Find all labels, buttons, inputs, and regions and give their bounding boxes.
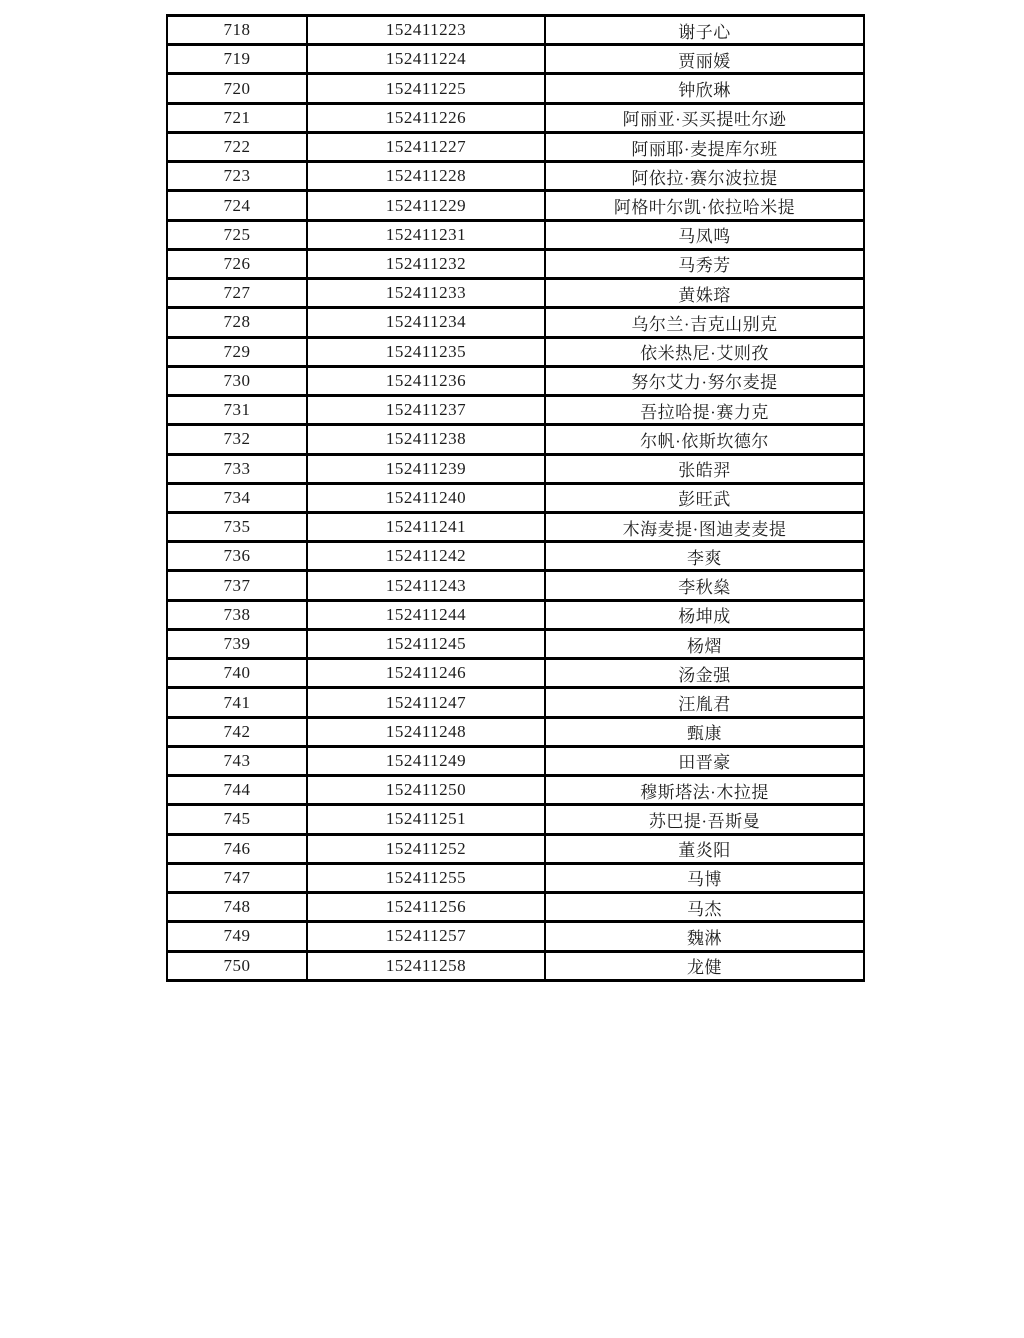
table-row bbox=[167, 132, 864, 161]
student-id-cell: 152411223 bbox=[307, 16, 545, 45]
student-name-cell: 汤金强 bbox=[545, 659, 864, 688]
row-number-cell: 724 bbox=[167, 191, 307, 220]
student-id-cell: 152411225 bbox=[307, 74, 545, 103]
row-number-cell: 733 bbox=[167, 454, 307, 483]
student-name-cell: 谢子心 bbox=[545, 16, 864, 45]
student-id-cell: 152411255 bbox=[307, 863, 545, 892]
student-name-cell: 田晋豪 bbox=[545, 746, 864, 775]
row-number-cell: 744 bbox=[167, 776, 307, 805]
student-name-cell: 马秀芳 bbox=[545, 249, 864, 278]
table-row bbox=[167, 337, 864, 366]
row-number-cell: 749 bbox=[167, 922, 307, 951]
table-row bbox=[167, 279, 864, 308]
student-id-cell: 152411242 bbox=[307, 542, 545, 571]
student-id-cell: 152411241 bbox=[307, 512, 545, 541]
student-id-cell: 152411232 bbox=[307, 249, 545, 278]
table-row bbox=[167, 191, 864, 220]
student-id-cell: 152411252 bbox=[307, 834, 545, 863]
table-row bbox=[167, 220, 864, 249]
student-id-cell: 152411256 bbox=[307, 893, 545, 922]
table-row bbox=[167, 74, 864, 103]
table-row bbox=[167, 103, 864, 132]
table-row bbox=[167, 366, 864, 395]
student-name-cell: 苏巴提·吾斯曼 bbox=[545, 805, 864, 834]
student-name-cell: 杨熠 bbox=[545, 629, 864, 658]
row-number-cell: 738 bbox=[167, 600, 307, 629]
student-id-cell: 152411233 bbox=[307, 279, 545, 308]
student-name-cell: 魏淋 bbox=[545, 922, 864, 951]
table-row bbox=[167, 45, 864, 74]
row-number-cell: 742 bbox=[167, 717, 307, 746]
row-number-cell: 718 bbox=[167, 16, 307, 45]
student-id-cell: 152411238 bbox=[307, 425, 545, 454]
table-row bbox=[167, 162, 864, 191]
student-name-cell: 杨坤成 bbox=[545, 600, 864, 629]
student-name-cell: 努尔艾力·努尔麦提 bbox=[545, 366, 864, 395]
row-number-cell: 737 bbox=[167, 571, 307, 600]
student-id-cell: 152411234 bbox=[307, 308, 545, 337]
student-id-cell: 152411258 bbox=[307, 951, 545, 981]
row-number-cell: 739 bbox=[167, 629, 307, 658]
row-number-cell: 748 bbox=[167, 893, 307, 922]
row-number-cell: 740 bbox=[167, 659, 307, 688]
table-row bbox=[167, 746, 864, 775]
table-row bbox=[167, 776, 864, 805]
row-number-cell: 728 bbox=[167, 308, 307, 337]
student-name-cell: 李爽 bbox=[545, 542, 864, 571]
table-row bbox=[167, 425, 864, 454]
student-name-cell: 阿丽耶·麦提库尔班 bbox=[545, 132, 864, 161]
table-row bbox=[167, 951, 864, 981]
row-number-cell: 719 bbox=[167, 45, 307, 74]
student-name-cell: 张皓羿 bbox=[545, 454, 864, 483]
table-row bbox=[167, 629, 864, 658]
student-name-cell: 吾拉哈提·赛力克 bbox=[545, 396, 864, 425]
student-id-cell: 152411243 bbox=[307, 571, 545, 600]
student-name-cell: 穆斯塔法·木拉提 bbox=[545, 776, 864, 805]
student-id-cell: 152411226 bbox=[307, 103, 545, 132]
student-id-cell: 152411236 bbox=[307, 366, 545, 395]
table-row bbox=[167, 834, 864, 863]
table-row bbox=[167, 659, 864, 688]
student-name-cell: 阿依拉·赛尔波拉提 bbox=[545, 162, 864, 191]
student-name-cell: 阿丽亚·买买提吐尔逊 bbox=[545, 103, 864, 132]
student-id-cell: 152411247 bbox=[307, 688, 545, 717]
table-row bbox=[167, 717, 864, 746]
student-name-cell: 甄康 bbox=[545, 717, 864, 746]
row-number-cell: 747 bbox=[167, 863, 307, 892]
student-id-cell: 152411249 bbox=[307, 746, 545, 775]
student-name-cell: 贾丽媛 bbox=[545, 45, 864, 74]
student-id-cell: 152411227 bbox=[307, 132, 545, 161]
student-id-cell: 152411229 bbox=[307, 191, 545, 220]
table-row bbox=[167, 308, 864, 337]
row-number-cell: 734 bbox=[167, 483, 307, 512]
table-row bbox=[167, 512, 864, 541]
row-number-cell: 723 bbox=[167, 162, 307, 191]
table-row bbox=[167, 863, 864, 892]
row-number-cell: 729 bbox=[167, 337, 307, 366]
row-number-cell: 735 bbox=[167, 512, 307, 541]
student-name-cell: 钟欣琳 bbox=[545, 74, 864, 103]
row-number-cell: 736 bbox=[167, 542, 307, 571]
table-row bbox=[167, 396, 864, 425]
table-row bbox=[167, 922, 864, 951]
row-number-cell: 745 bbox=[167, 805, 307, 834]
table-row bbox=[167, 893, 864, 922]
student-id-cell: 152411246 bbox=[307, 659, 545, 688]
student-name-cell: 乌尔兰·吉克山别克 bbox=[545, 308, 864, 337]
student-id-cell: 152411240 bbox=[307, 483, 545, 512]
student-name-cell: 尔帆·依斯坎德尔 bbox=[545, 425, 864, 454]
student-id-cell: 152411251 bbox=[307, 805, 545, 834]
student-id-cell: 152411224 bbox=[307, 45, 545, 74]
row-number-cell: 741 bbox=[167, 688, 307, 717]
student-name-cell: 董炎阳 bbox=[545, 834, 864, 863]
student-name-cell: 黄姝瑢 bbox=[545, 279, 864, 308]
student-id-cell: 152411248 bbox=[307, 717, 545, 746]
student-id-cell: 152411237 bbox=[307, 396, 545, 425]
row-number-cell: 730 bbox=[167, 366, 307, 395]
student-name-cell: 依米热尼·艾则孜 bbox=[545, 337, 864, 366]
student-name-cell: 马凤鸣 bbox=[545, 220, 864, 249]
student-name-cell: 汪胤君 bbox=[545, 688, 864, 717]
student-id-cell: 152411245 bbox=[307, 629, 545, 658]
row-number-cell: 727 bbox=[167, 279, 307, 308]
student-name-cell: 龙健 bbox=[545, 951, 864, 981]
student-id-cell: 152411250 bbox=[307, 776, 545, 805]
student-name-cell: 马博 bbox=[545, 863, 864, 892]
table-row bbox=[167, 571, 864, 600]
student-name-cell: 李秋燊 bbox=[545, 571, 864, 600]
table-row bbox=[167, 542, 864, 571]
table-row bbox=[167, 483, 864, 512]
table-row bbox=[167, 805, 864, 834]
student-name-cell: 马杰 bbox=[545, 893, 864, 922]
row-number-cell: 722 bbox=[167, 132, 307, 161]
row-number-cell: 725 bbox=[167, 220, 307, 249]
row-number-cell: 731 bbox=[167, 396, 307, 425]
row-number-cell: 743 bbox=[167, 746, 307, 775]
student-id-cell: 152411228 bbox=[307, 162, 545, 191]
roster-table bbox=[166, 14, 865, 982]
row-number-cell: 746 bbox=[167, 834, 307, 863]
table-row bbox=[167, 688, 864, 717]
student-name-cell: 彭旺武 bbox=[545, 483, 864, 512]
student-id-cell: 152411244 bbox=[307, 600, 545, 629]
table-row bbox=[167, 600, 864, 629]
row-number-cell: 750 bbox=[167, 951, 307, 981]
row-number-cell: 726 bbox=[167, 249, 307, 278]
student-id-cell: 152411235 bbox=[307, 337, 545, 366]
student-name-cell: 阿格叶尔凯·依拉哈米提 bbox=[545, 191, 864, 220]
student-id-cell: 152411231 bbox=[307, 220, 545, 249]
student-id-cell: 152411239 bbox=[307, 454, 545, 483]
table-row bbox=[167, 249, 864, 278]
table-row bbox=[167, 454, 864, 483]
row-number-cell: 720 bbox=[167, 74, 307, 103]
student-name-cell: 木海麦提·图迪麦麦提 bbox=[545, 512, 864, 541]
row-number-cell: 721 bbox=[167, 103, 307, 132]
row-number-cell: 732 bbox=[167, 425, 307, 454]
roster-table-body bbox=[167, 16, 864, 981]
table-row bbox=[167, 16, 864, 45]
student-id-cell: 152411257 bbox=[307, 922, 545, 951]
